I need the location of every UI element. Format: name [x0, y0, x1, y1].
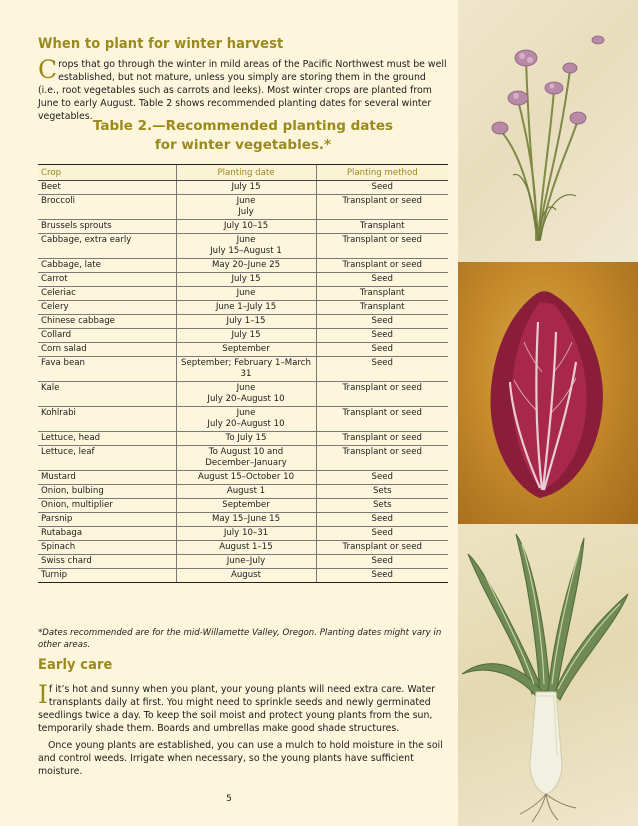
radicchio-illustration	[458, 262, 638, 524]
cell-crop: Mustard	[38, 471, 176, 485]
table-row	[38, 527, 448, 541]
cell-planting-date: August 1	[176, 485, 316, 499]
cell-crop: Onion, bulbing	[38, 485, 176, 499]
cell-planting-method: Transplant	[316, 287, 448, 301]
cell-planting-date: May 20–June 25	[176, 259, 316, 273]
dropcap: C	[38, 55, 58, 84]
table-title-line2: for winter vegetables.*	[154, 137, 332, 153]
table-row	[38, 485, 448, 499]
cell-planting-method: Seed	[316, 273, 448, 287]
mulch-paragraph: Once young plants are established, you can use a mulch to hold moisture in the soil and control weeds. Irrigate when necessary, so the young plants have sufficient moisture.	[38, 740, 443, 777]
cell-planting-method: Seed	[316, 329, 448, 343]
table-row	[38, 287, 448, 301]
table-row	[38, 407, 448, 432]
cell-crop: Beet	[38, 181, 176, 195]
cell-planting-date: May 15–June 15	[176, 513, 316, 527]
intro-text: rops that go through the winter in mild areas of the Pacific Northwest must be well established, but not mature, unless you simply are storing them in the ground (i.e., root vegetables such as carrots and leeks). Most winter crops are planted from June to early August. Table 2 shows recommended planting dates for several winter vegetables.	[38, 59, 447, 122]
table-row	[38, 432, 448, 446]
cell-planting-date: July 10–15	[176, 220, 316, 234]
cell-planting-method: Seed	[316, 527, 448, 541]
header-crop: Crop	[38, 165, 176, 181]
cell-planting-date: September	[176, 499, 316, 513]
cell-crop: Lettuce, head	[38, 432, 176, 446]
cell-planting-date: June	[176, 287, 316, 301]
cell-planting-method: Seed	[316, 569, 448, 583]
cell-crop: Rutabaga	[38, 527, 176, 541]
table-row	[38, 357, 448, 382]
cell-crop: Fava bean	[38, 357, 176, 382]
table-row	[38, 259, 448, 273]
table-row	[38, 446, 448, 471]
cell-planting-method: Seed	[316, 357, 448, 382]
cell-planting-method: Seed	[316, 315, 448, 329]
cell-planting-method: Seed	[316, 513, 448, 527]
table-row	[38, 569, 448, 583]
cell-planting-date: July 15	[176, 273, 316, 287]
cell-planting-method: Sets	[316, 485, 448, 499]
cell-planting-method: Sets	[316, 499, 448, 513]
cell-crop: Turnip	[38, 569, 176, 583]
table-row	[38, 541, 448, 555]
table-row	[38, 382, 448, 407]
cell-crop: Carrot	[38, 273, 176, 287]
table-row	[38, 343, 448, 357]
section-heading-early-care: Early care	[38, 657, 113, 673]
early-care-paragraph	[38, 680, 448, 735]
cell-crop: Swiss chard	[38, 555, 176, 569]
cell-planting-method: Transplant	[316, 301, 448, 315]
table-body	[38, 181, 448, 583]
cell-crop: Kohlrabi	[38, 407, 176, 432]
table-row	[38, 234, 448, 259]
leek-illustration	[458, 524, 638, 826]
cell-crop: Spinach	[38, 541, 176, 555]
cell-planting-date: June July 20–August 10	[176, 382, 316, 407]
cell-planting-date: August 15–October 10	[176, 471, 316, 485]
table-title	[38, 117, 448, 155]
chive-flower-illustration	[458, 0, 638, 262]
cell-planting-method: Transplant	[316, 220, 448, 234]
cell-planting-date: August 1–15	[176, 541, 316, 555]
cell-planting-method: Transplant or seed	[316, 446, 448, 471]
cell-planting-method: Transplant or seed	[316, 259, 448, 273]
table-row	[38, 301, 448, 315]
cell-planting-date: September; February 1–March 31	[176, 357, 316, 382]
cell-planting-method: Transplant or seed	[316, 432, 448, 446]
cell-crop: Cabbage, extra early	[38, 234, 176, 259]
table-row	[38, 181, 448, 195]
table-row	[38, 499, 448, 513]
cell-planting-date: June–July	[176, 555, 316, 569]
cell-planting-date: June 1–July 15	[176, 301, 316, 315]
table-row	[38, 195, 448, 220]
cell-planting-method: Transplant or seed	[316, 195, 448, 220]
cell-crop: Parsnip	[38, 513, 176, 527]
dropcap: I	[38, 680, 48, 709]
cell-planting-method: Seed	[316, 555, 448, 569]
cell-crop: Celeriac	[38, 287, 176, 301]
cell-crop: Collard	[38, 329, 176, 343]
cell-crop: Brussels sprouts	[38, 220, 176, 234]
table-row	[38, 273, 448, 287]
cell-planting-date: July 15	[176, 329, 316, 343]
section-heading-winter-harvest: When to plant for winter harvest	[38, 36, 284, 52]
table-row	[38, 220, 448, 234]
cell-planting-date: July 1–15	[176, 315, 316, 329]
table-row	[38, 471, 448, 485]
cell-planting-date: June July 20–August 10	[176, 407, 316, 432]
cell-crop: Kale	[38, 382, 176, 407]
cell-planting-date: July 10–31	[176, 527, 316, 541]
cell-planting-date: September	[176, 343, 316, 357]
cell-planting-date: August	[176, 569, 316, 583]
cell-planting-date: To July 15	[176, 432, 316, 446]
page-number: 5	[226, 794, 232, 804]
table-row	[38, 555, 448, 569]
early-care-text: f it’s hot and sunny when you plant, your young plants will need extra care. Water transplants daily at first. You might need to sprinkle seeds and newly germinated seedlings twice a day. To keep the soil moist and protect young plants from the sun, temporarily shade them. Boards and umbrellas make good shade structures.	[38, 684, 436, 734]
cell-planting-method: Transplant or seed	[316, 541, 448, 555]
table-title-line1: Table 2.—Recommended planting dates	[92, 118, 394, 134]
cell-planting-method: Transplant or seed	[316, 407, 448, 432]
header-planting-date: Planting date	[176, 165, 316, 181]
table-row	[38, 329, 448, 343]
table-header-row	[38, 165, 448, 181]
cell-crop: Broccoli	[38, 195, 176, 220]
cell-planting-date: June July 15–August 1	[176, 234, 316, 259]
intro-paragraph	[38, 55, 448, 123]
cell-planting-method: Seed	[316, 471, 448, 485]
cell-planting-date: To August 10 and December–January	[176, 446, 316, 471]
cell-planting-method: Seed	[316, 343, 448, 357]
cell-planting-method: Seed	[316, 181, 448, 195]
table-footnote: *Dates recommended are for the mid-Willamette Valley, Oregon. Planting dates might vary in other areas.	[38, 628, 442, 650]
cell-crop: Celery	[38, 301, 176, 315]
cell-crop: Corn salad	[38, 343, 176, 357]
cell-planting-date: June July	[176, 195, 316, 220]
cell-planting-method: Transplant or seed	[316, 234, 448, 259]
cell-crop: Lettuce, leaf	[38, 446, 176, 471]
cell-crop: Chinese cabbage	[38, 315, 176, 329]
illustration-column	[458, 0, 638, 826]
cell-crop: Cabbage, late	[38, 259, 176, 273]
planting-dates-table	[38, 164, 448, 583]
table-row	[38, 315, 448, 329]
header-planting-method: Planting method	[316, 165, 448, 181]
table-row	[38, 513, 448, 527]
cell-crop: Onion, multiplier	[38, 499, 176, 513]
cell-planting-method: Transplant or seed	[316, 382, 448, 407]
cell-planting-date: July 15	[176, 181, 316, 195]
